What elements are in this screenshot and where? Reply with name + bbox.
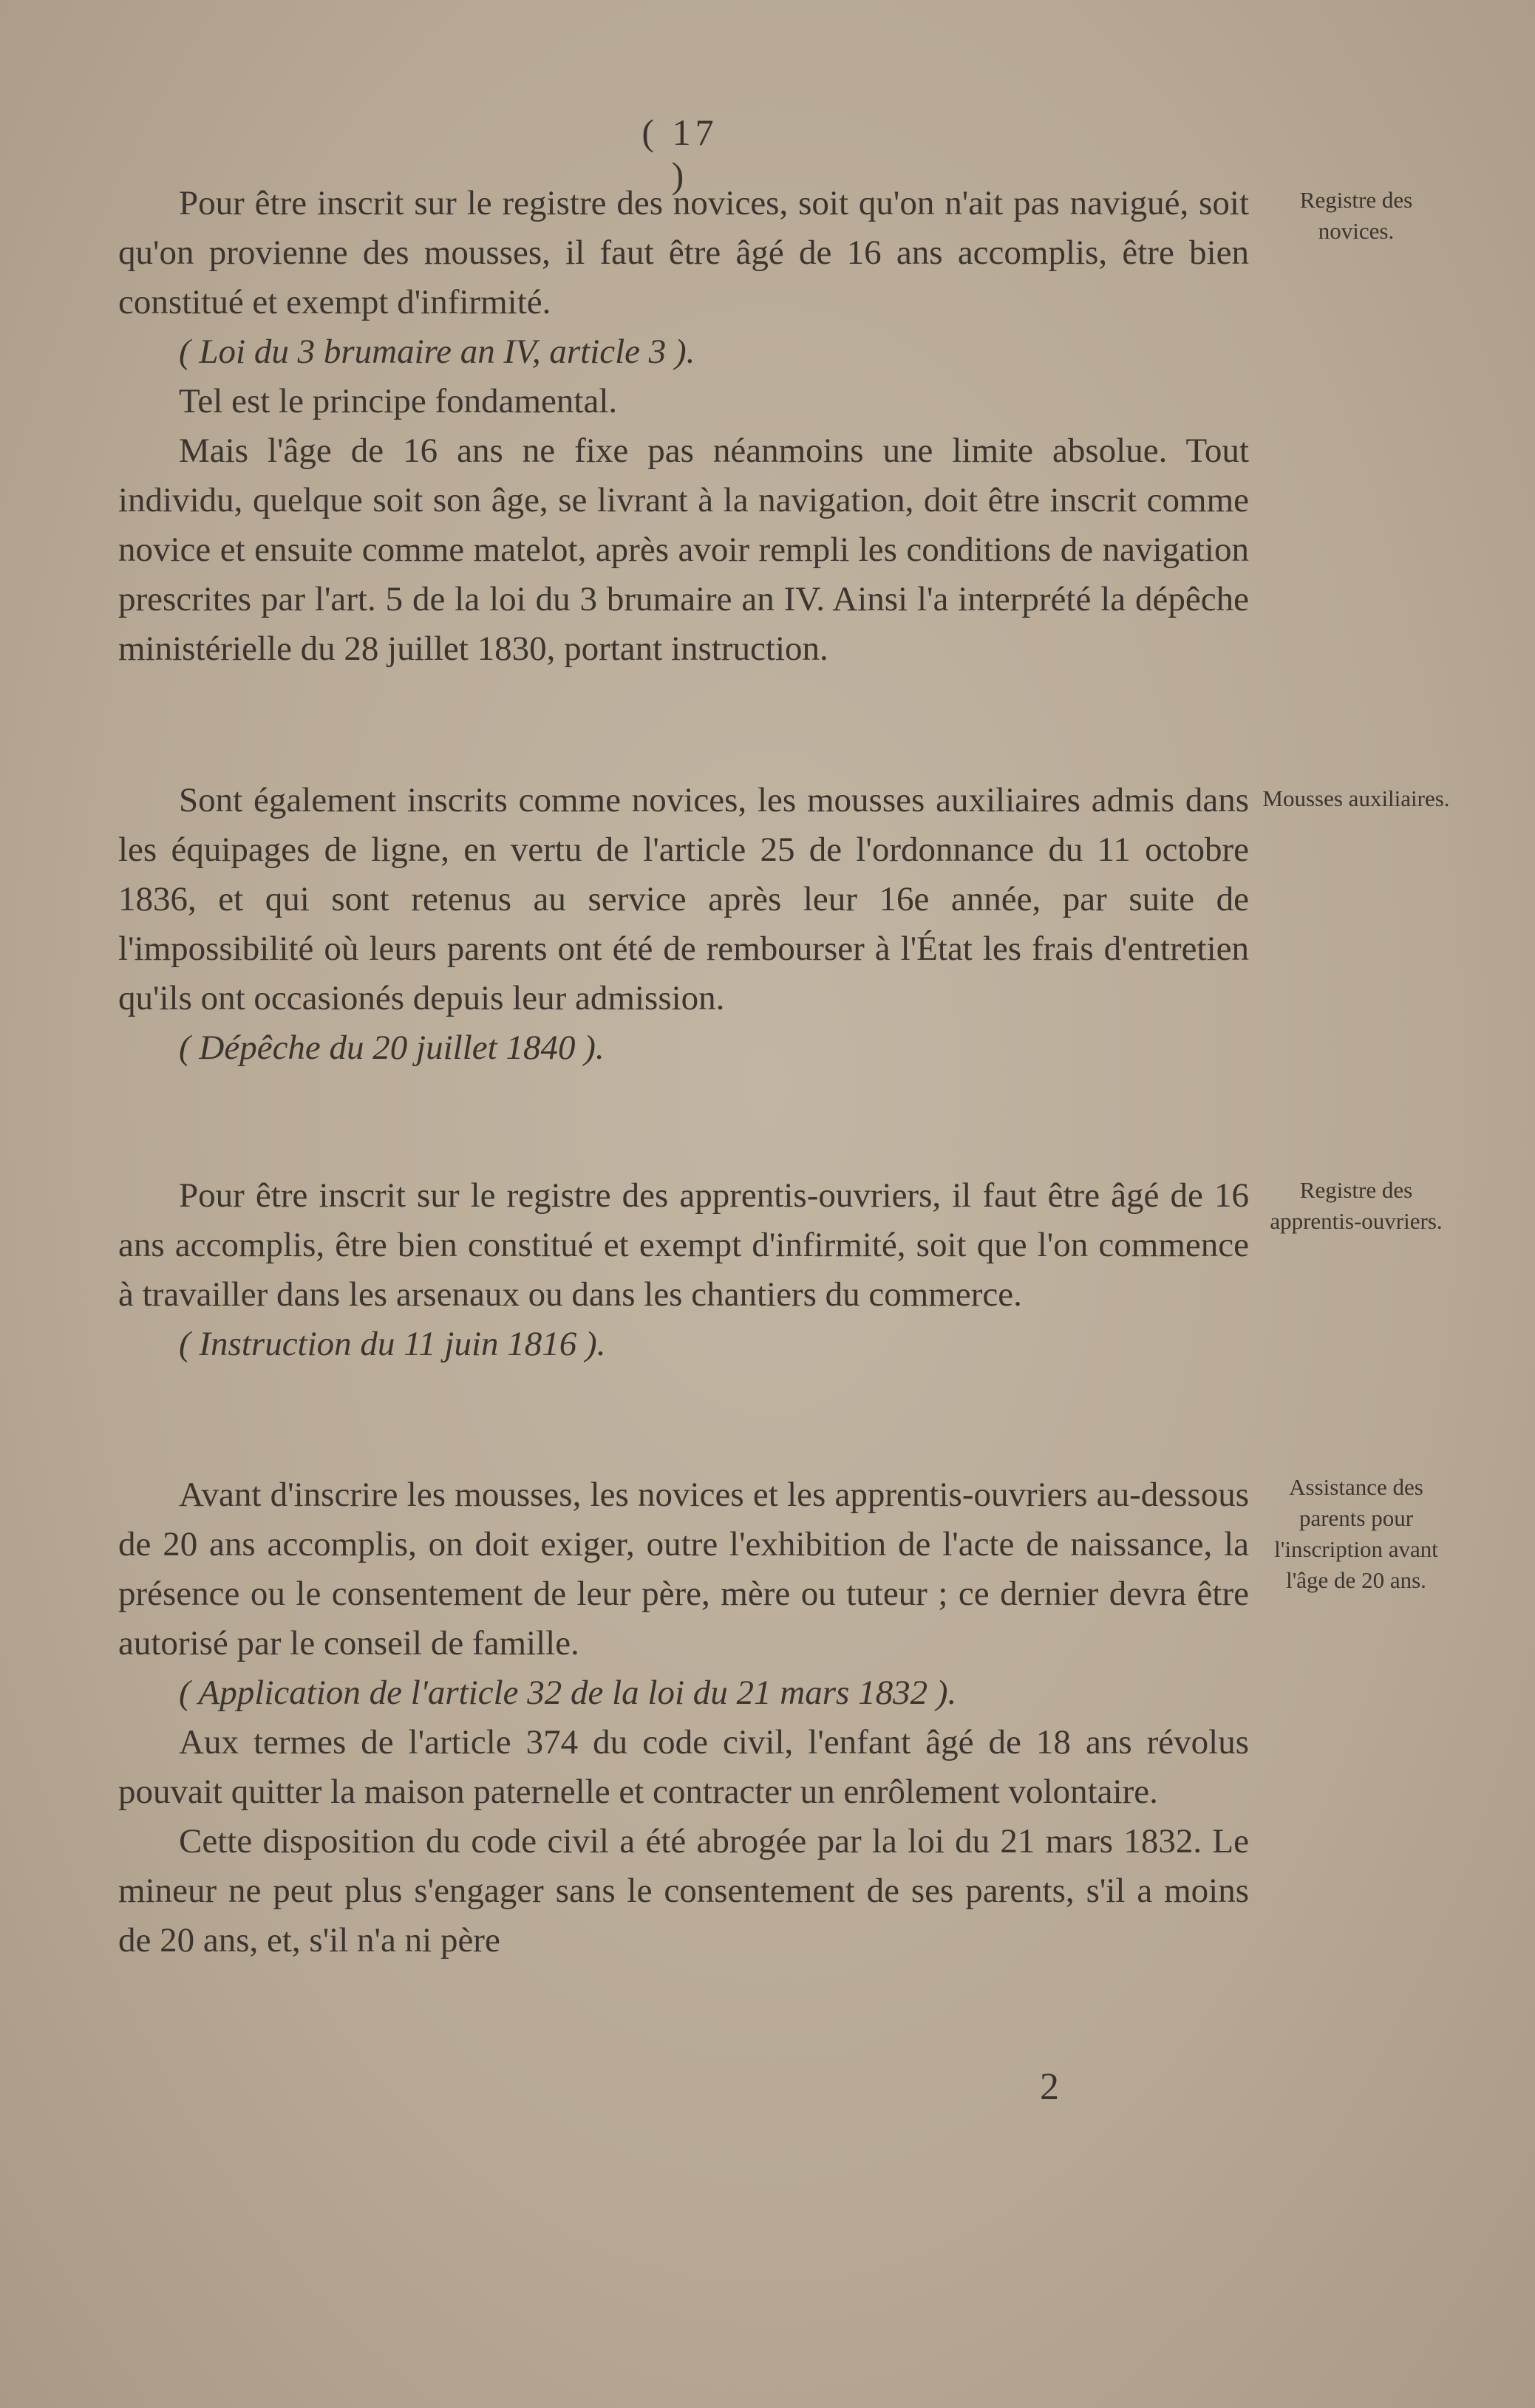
paragraph: Avant d'inscrire les mousses, les novices et les apprentis-ouvriers au-dessous de 20 ans accomplis, on doit exiger, outre l'exhibition de l'acte de naissance, la présence ou le consentement de leur père, mère ou tuteur ; ce dernier devra être autorisé par le conseil de famille. bbox=[118, 1476, 1249, 1662]
paragraph: Tel est le principe fondamental. bbox=[179, 382, 618, 420]
paragraph: Pour être inscrit sur le registre des apprentis-ouvriers, il faut être âgé de 16 ans accomplis, être bien constitué et exempt d'infirmité, soit que l'on commence à travailler dans les arsenaux ou dans les chantiers du commerce. bbox=[118, 1176, 1249, 1314]
paragraph: Pour être inscrit sur le registre des novices, soit qu'on n'ait pas navigué, soit qu'on provienne des mousses, il faut être âgé de 16 ans accomplis, être bien constitué et exempt d'infirmité. bbox=[118, 184, 1249, 321]
signature-mark: 2 bbox=[1040, 2066, 1059, 2108]
paragraph: Cette disposition du code civil a été abrogée par la loi du 21 mars 1832. Le mineur ne peut plus s'engager sans le consentement de ses parents, s'il a moins de 20 ans, et, s'il n'a ni père bbox=[118, 1822, 1249, 1960]
citation: ( Dépêche du 20 juillet 1840 ). bbox=[179, 1029, 605, 1067]
citation: ( Application de l'article 32 de la loi du 21 mars 1832 ). bbox=[179, 1674, 957, 1712]
paragraph: Mais l'âge de 16 ans ne fixe pas néanmoins une limite absolue. Tout individu, quelque soit son âge, se livrant à la navigation, doit être inscrit comme novice et ensuite comme matelot, après avoir rempli les conditions de navigation prescrites par l'art. 5 de la loi du 3 brumaire an IV. Ainsi l'a interprété la dépêche ministérielle du 28 juillet 1830, portant instruction. bbox=[118, 432, 1249, 668]
paragraph: Sont également inscrits comme novices, les mousses auxiliaires admis dans les équipages de ligne, en vertu de l'article 25 de l'ordonnance du 11 octobre 1836, et qui sont retenus au service après leur 16e année, par suite de l'impossibilité où leurs parents ont été de rembourser à l'État les frais d'entretien qu'ils ont occasionés depuis leur admission. bbox=[118, 781, 1249, 1017]
section-registre-apprentis bbox=[118, 1171, 1249, 1369]
citation: ( Loi du 3 brumaire an IV, article 3 ). bbox=[179, 332, 695, 371]
section-registre-novices bbox=[118, 179, 1249, 674]
margin-note-registre-novices: Registre des novices. bbox=[1299, 187, 1413, 244]
page-number: ( 17 ) bbox=[641, 112, 718, 196]
citation: ( Instruction du 11 juin 1816 ). bbox=[179, 1325, 606, 1363]
margin-note-mousses-auxiliaires: Mousses auxiliaires. bbox=[1262, 785, 1450, 811]
section-mousses-auxiliaires bbox=[118, 776, 1249, 1073]
margin-note-registre-apprentis: Registre des apprentis-ouvriers. bbox=[1270, 1177, 1443, 1234]
paragraph: Aux termes de l'article 374 du code civil, l'enfant âgé de 18 ans révolus pouvait quitter la maison paternelle et contracter un enrôlement volontaire. bbox=[118, 1723, 1249, 1811]
margin-note-assistance-parents: Assistance des parents pour l'inscription avant l'âge de 20 ans. bbox=[1274, 1474, 1438, 1593]
section-assistance-parents bbox=[118, 1470, 1249, 1965]
